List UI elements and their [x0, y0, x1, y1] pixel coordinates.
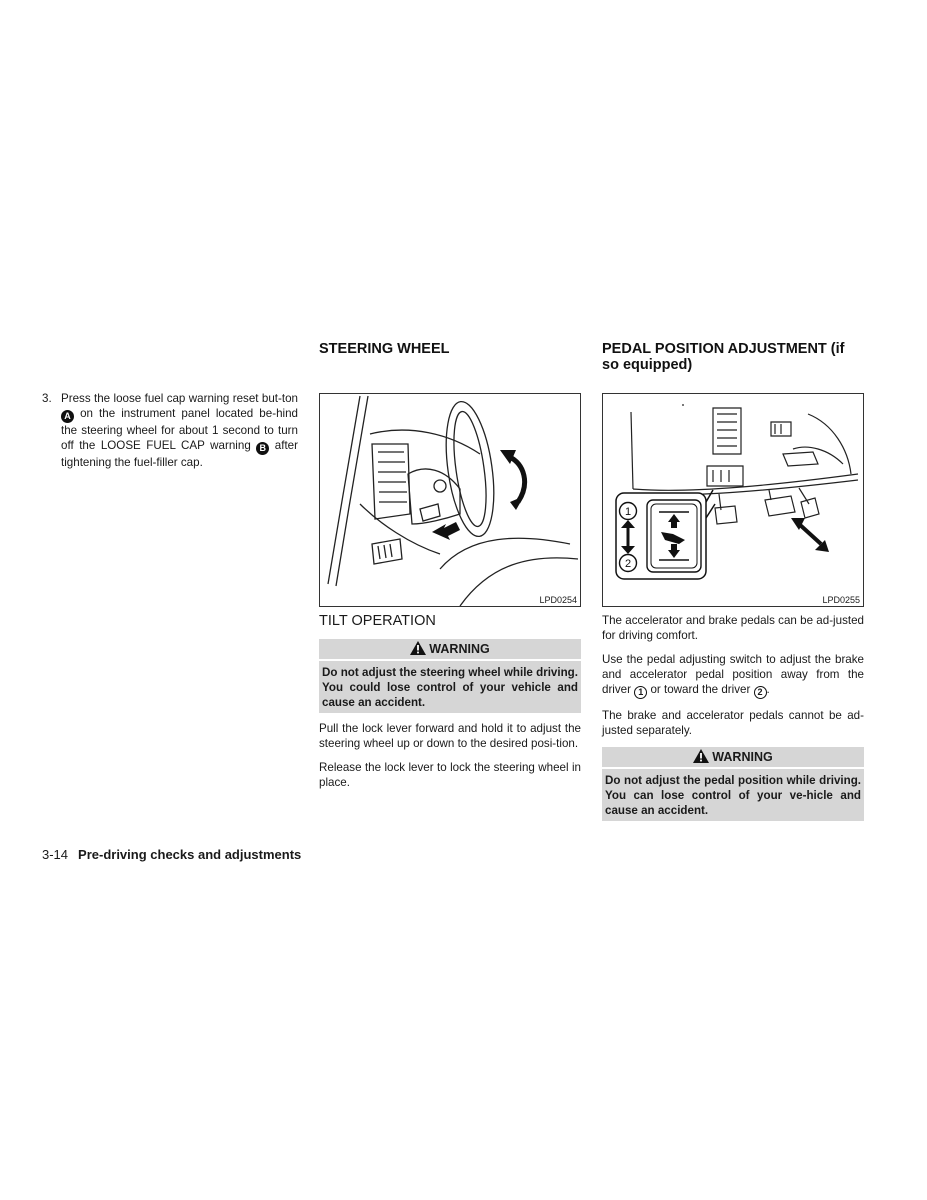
page-footer [42, 847, 301, 862]
pedal-para-3: The brake and accelerator pedals cannot be ad-justed separately. [602, 709, 864, 737]
steering-warning-header [319, 639, 581, 661]
pedal-warning-box [602, 747, 864, 821]
marker-a-icon: A [61, 410, 74, 423]
pedal-warning-header [602, 747, 864, 769]
steering-para-2: Release the lock lever to lock the steering wheel in place. [319, 761, 581, 789]
pedal-para-1: The accelerator and brake pedals can be ad-justed for driving comfort. [602, 614, 864, 642]
step-3 [42, 391, 298, 470]
step-number: 3. [42, 392, 52, 405]
steering-warning-box [319, 639, 581, 713]
pedal-adjustment-section [602, 341, 864, 829]
tilt-operation-subheading: TILT OPERATION [319, 613, 436, 629]
marker-1-icon: 1 [634, 686, 647, 699]
pedal-figure-code: LPD0255 [822, 595, 860, 605]
steering-warning-title: WARNING [429, 642, 490, 656]
pedal-warning-title: WARNING [712, 750, 773, 764]
steering-wheel-section [319, 341, 581, 799]
pedal-illustration [602, 393, 864, 607]
step-text: Press the loose fuel cap warning reset but-ton A on the instrument panel located be-hind the steering wheel for about 1 second to turn off the LOOSE FUEL CAP warning B after tightening the fuel-filler cap. [61, 392, 298, 469]
steering-para-1: Pull the lock lever forward and hold it to adjust the steering wheel up or down to the desired posi-tion. [319, 722, 581, 750]
pedal-heading: PEDAL POSITION ADJUSTMENT (if so equipped) [602, 341, 845, 373]
steering-wheel-drawing [320, 394, 580, 606]
marker-b-icon: B [256, 442, 269, 455]
warning-triangle-icon [693, 749, 709, 766]
pedal-warning-text: Do not adjust the pedal position while driving. You can lose control of your ve-hicle and cause an accident. [605, 774, 861, 817]
steering-heading: STEERING WHEEL [319, 341, 450, 357]
figure-label-1: 1 [624, 506, 632, 518]
section-title: Pre-driving checks and adjustments [78, 847, 302, 862]
figure-label-2: 2 [624, 558, 632, 570]
marker-2-icon: 2 [754, 686, 767, 699]
warning-triangle-icon [410, 641, 426, 658]
steering-warning-text: Do not adjust the steering wheel while driving. You could lose control of your vehicle and cause an accident. [322, 666, 578, 709]
page-number: 3-14 [42, 847, 69, 862]
steering-figure-code: LPD0254 [539, 595, 577, 605]
pedal-para-2: Use the pedal adjusting switch to adjust the brake and accelerator pedal position away from the driver 1 or toward the driver 2 . [602, 653, 864, 697]
pedal-drawing [603, 394, 863, 606]
steering-wheel-illustration [319, 393, 581, 607]
